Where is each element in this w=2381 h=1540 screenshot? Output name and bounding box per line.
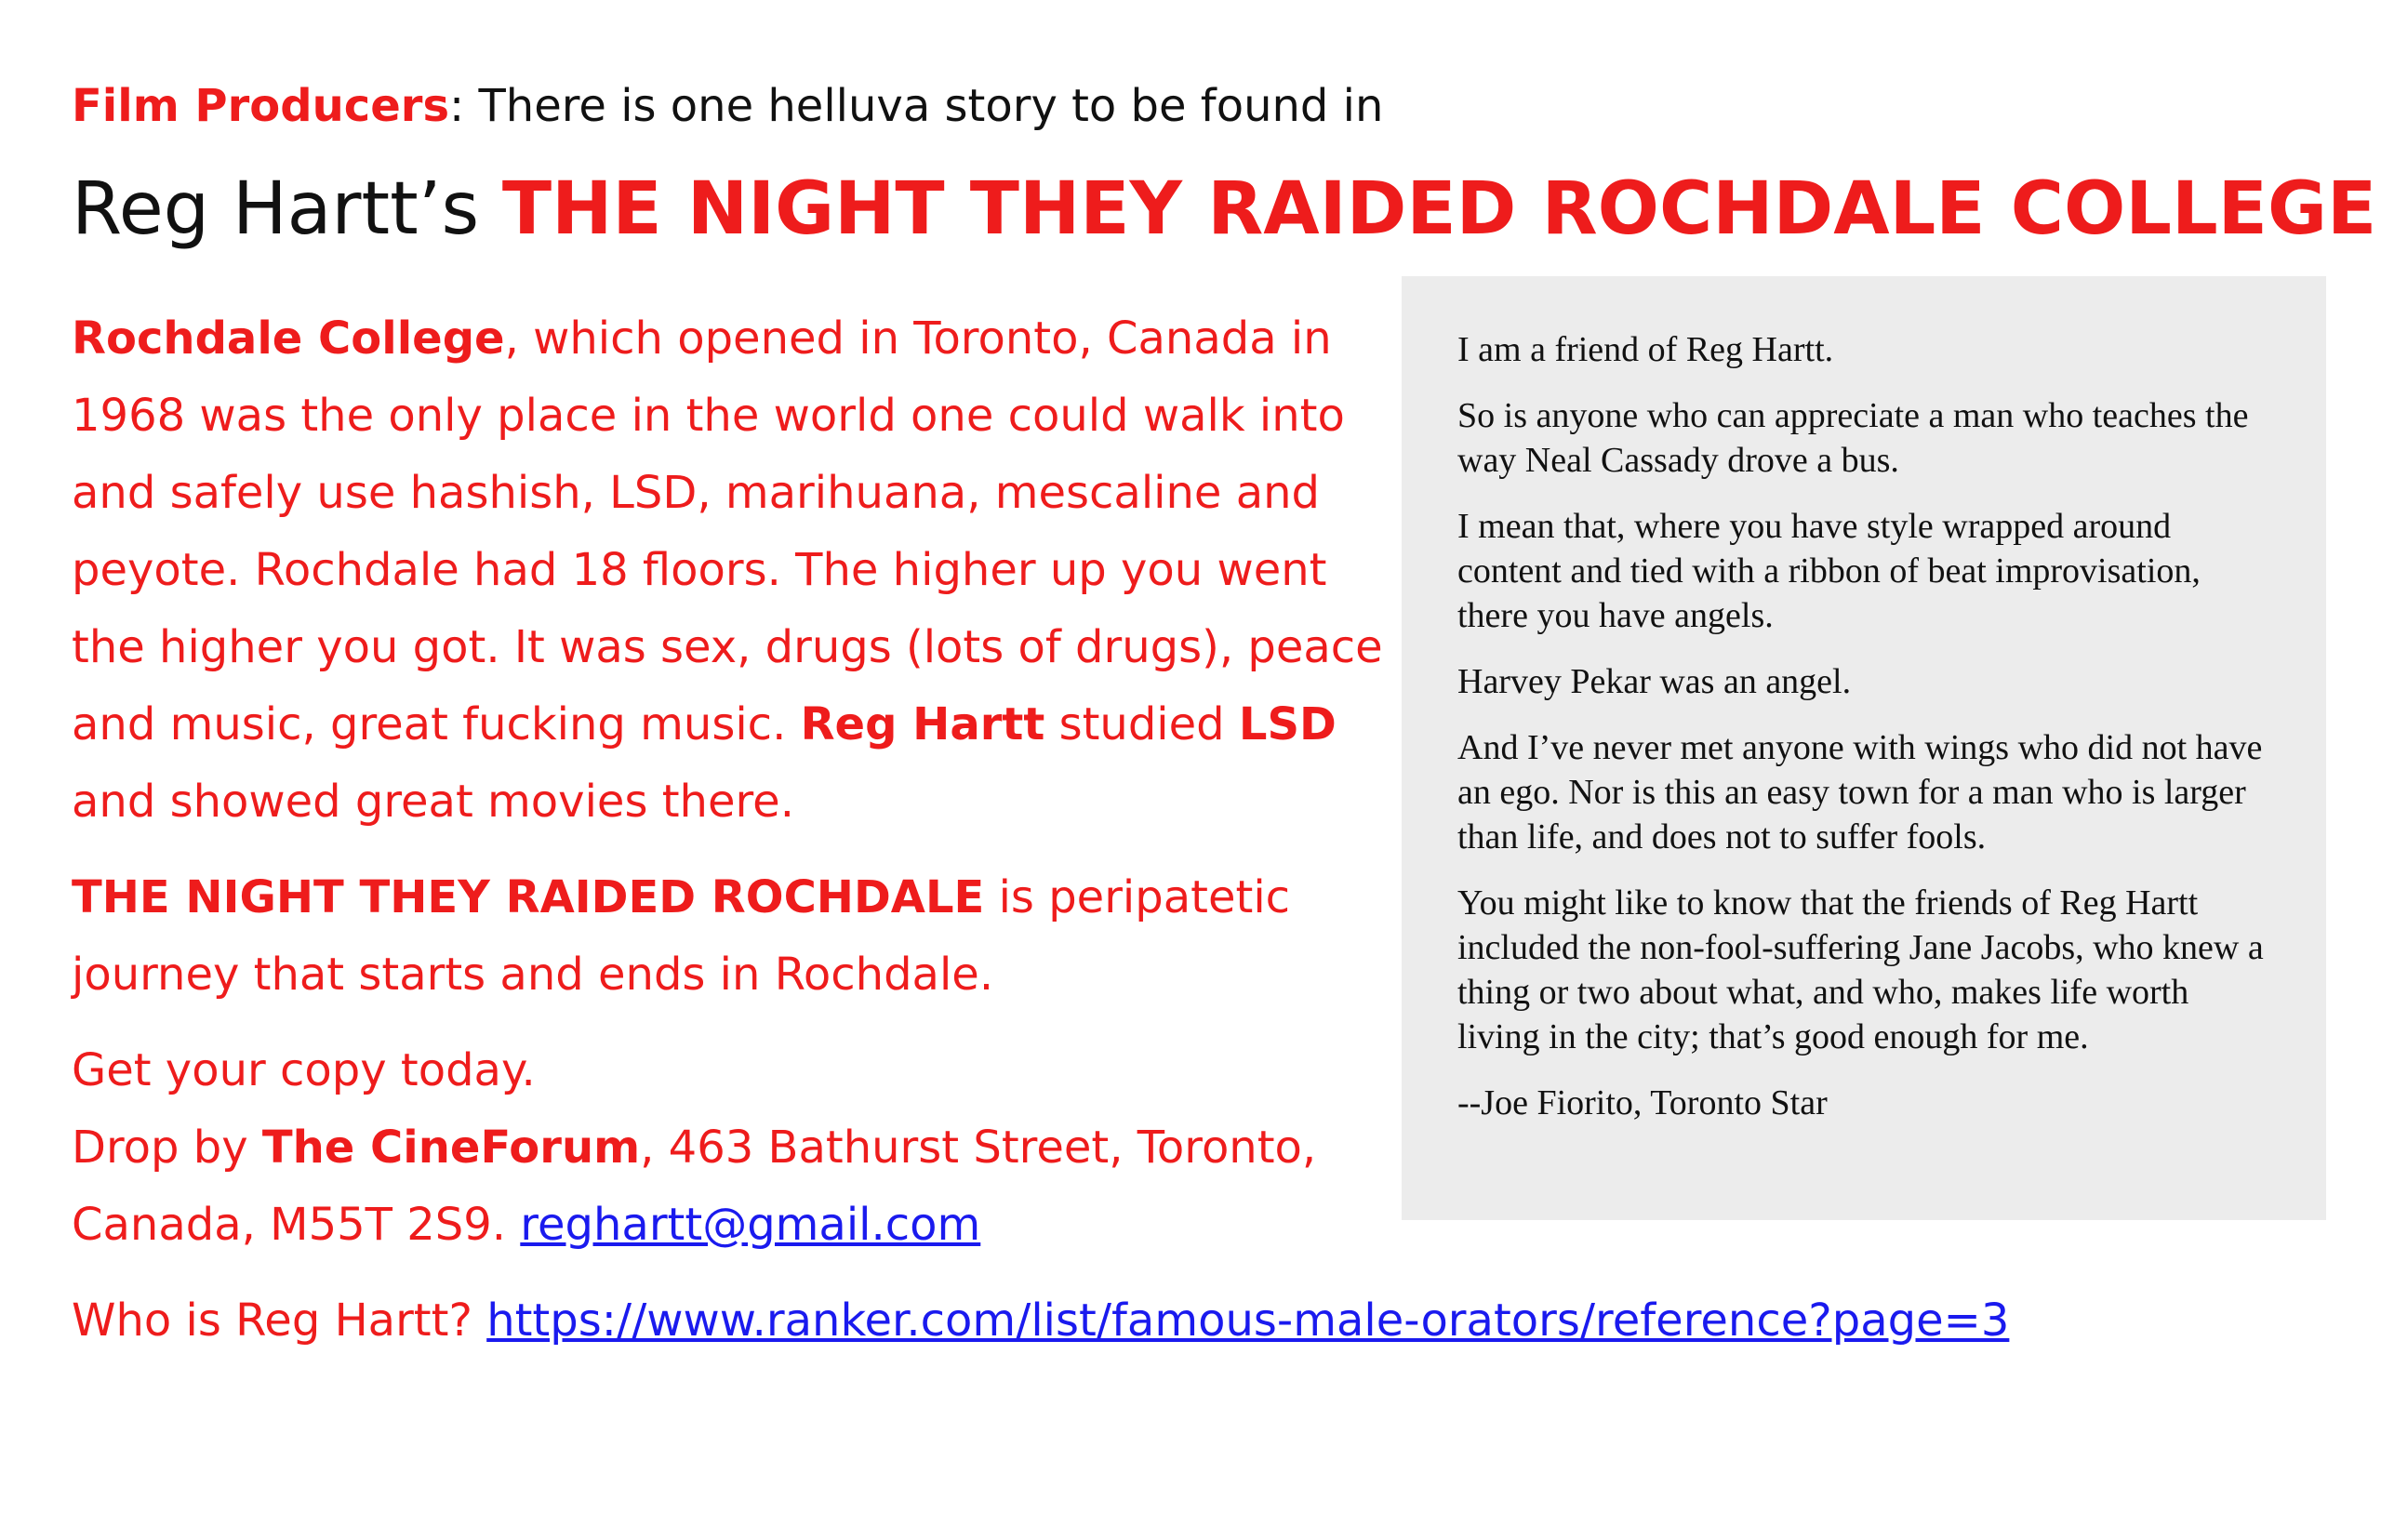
ranker-link[interactable]: https://www.ranker.com/list/famous-male-orators/reference?page=3 (486, 1294, 2010, 1347)
paragraph-rochdale (72, 300, 1392, 841)
intro-label: Film Producers (72, 80, 450, 132)
page-headline (72, 158, 2376, 260)
get-copy-text: Get your copy today. (72, 1044, 536, 1096)
intro-line (72, 76, 1383, 136)
intro-text: : There is one helluva story to be found in (449, 80, 1384, 132)
quote-paragraph: I am a friend of Reg Hartt. (1457, 330, 1834, 369)
headline-title: THE NIGHT THEY RAIDED ROCHDALE COLLEGE (501, 167, 2377, 251)
drop-by-text: Drop by (72, 1122, 262, 1174)
who-is-text: Who is Reg Hartt? (72, 1294, 487, 1347)
quote-attribution: --Joe Fiorito, Toronto Star (1457, 1083, 1828, 1122)
quote-paragraph: And I’ve never met anyone with wings who did not have an ego. Nor is this an easy town for a man who is larger than life, and does not to suffer fools. (1457, 728, 2263, 856)
reg-hartt-label: Reg Hartt (800, 698, 1045, 750)
quote-paragraph: Harvey Pekar was an angel. (1457, 662, 1852, 701)
quote-paragraph: So is anyone who can appreciate a man who teaches the way Neal Cassady drove a bus. (1457, 396, 2249, 480)
venue-name: The CineForum (261, 1122, 641, 1174)
paragraph-text: and showed great movies there. (72, 776, 794, 828)
rochdale-college-label: Rochdale College (72, 312, 505, 365)
paragraph-text: , which opened in Toronto, Canada in 1968 was the only place in the world one could walk into and safely use hashish, LSD, marihuana, mescaline and peyote. Rochdale had 18 floors. The higher up you went the higher you got. It was sex, drugs (lots of drugs), peace and music, great fucking music. (72, 312, 1383, 750)
body-text (72, 300, 1392, 1264)
lsd-label: LSD (1238, 698, 1337, 750)
headline-prefix: Reg Hartt’s (72, 167, 502, 251)
testimonial-box (1402, 276, 2326, 1220)
paragraph-get-copy (72, 1032, 1392, 1264)
quote-paragraph: You might like to know that the friends of Reg Hartt included the non-fool-suffering Jane Jacobs, who knew a thing or two about what, and who, makes life worth living in the city; that’s good enough for me. (1457, 883, 2264, 1056)
paragraph-text: studied (1044, 698, 1239, 750)
film-title-label: THE NIGHT THEY RAIDED ROCHDALE (72, 871, 985, 923)
quote-paragraph: I mean that, where you have style wrapped around content and tied with a ribbon of beat improvisation, there you have angels. (1457, 507, 2201, 635)
paragraph-text: is peripatetic journey that starts and ends in Rochdale. (72, 871, 1291, 1001)
paragraph-journey (72, 859, 1392, 1014)
address-text: , 463 Bathurst Street, Toronto, Canada, M55T 2S9. (72, 1122, 1317, 1251)
email-link[interactable]: reghartt@gmail.com (520, 1199, 981, 1251)
who-is-line (72, 1288, 2009, 1353)
